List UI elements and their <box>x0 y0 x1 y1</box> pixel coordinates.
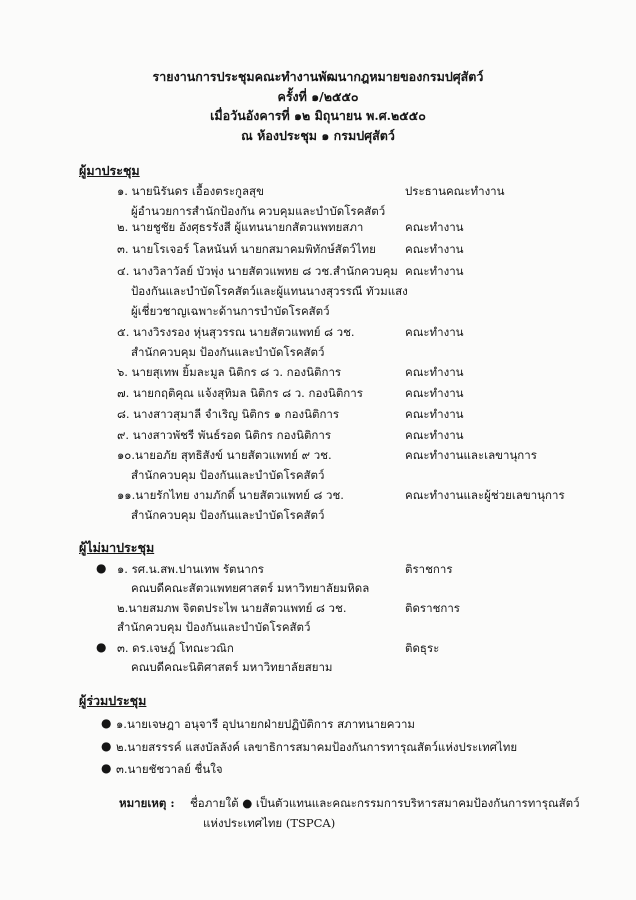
attendee-role: คณะทำงาน <box>405 365 464 379</box>
attendee-role: คณะทำงาน <box>405 220 464 234</box>
attendee-role: คณะทำงานและผู้ช่วยเลขานุการ <box>405 488 565 502</box>
meeting-date: เมื่อวันอังคารที่ ๑๒ มิถุนายน พ.ศ.๒๕๕๐ <box>210 108 426 123</box>
absentee-affiliation: คณบดีคณะสัตวแพทยศาสตร์ มหาวิทยาลัยมหิดล <box>131 581 370 595</box>
marker-bullet: ● <box>96 561 107 575</box>
attendee-name: ๑๐.นายอภัย สุทธิสังข์ นายสัตวแพทย์ ๙ วช. <box>117 448 332 462</box>
attendee-name: ๗. นายกฤติคุณ แจ้งสุทิมล นิติกร ๘ ว. กองนิติการ <box>117 386 363 400</box>
participant-entry: ๑.นายเจษฎา อนุจารี อุปนายกฝ่ายปฏิบัติการ สภาทนายความ <box>116 717 415 731</box>
attendee-affiliation: ผู้อำนวยการสำนักป้องกัน ควบคุมและบำบัดโรคสัตว์ <box>131 204 386 218</box>
marker-bullet: ● <box>101 739 112 753</box>
attendee-role: คณะทำงาน <box>405 325 464 339</box>
absentee-name: ๒.นายสมภพ จิตตประไพ นายสัตวแพทย์ ๘ วช. <box>117 601 347 615</box>
note-text-continued: แห่งประเทศไทย (TSPCA) <box>203 816 336 830</box>
marker-bullet: ● <box>101 716 112 730</box>
report-title: รายงานการประชุมคณะทำงานพัฒนากฎหมายของกรมปศุสัตว์ <box>152 69 484 84</box>
attendee-role: คณะทำงานและเลขานุการ <box>405 448 537 462</box>
attendee-role: คณะทำงาน <box>405 407 464 421</box>
attendee-affiliation: ผู้เชี่ยวชาญเฉพาะด้านการบำบัดโรคสัตว์ <box>131 304 330 318</box>
participant-entry: ๓.นายชัชวาลย์ ชื่นใจ <box>116 762 223 776</box>
meeting-location: ณ ห้องประชุม ๑ กรมปศุสัตว์ <box>241 128 395 143</box>
marker-bullet: ● <box>101 761 112 775</box>
attendee-role: ประธานคณะทำงาน <box>405 184 505 198</box>
attendee-name: ๕. นางวิรงรอง หุ่นสุวรรณ นายสัตวแพทย์ ๘ วช. <box>117 325 355 339</box>
attendee-affiliation: สำนักควบคุม ป้องกันและบำบัดโรคสัตว์ <box>131 468 325 482</box>
attendee-name: ๑. นายนิรันดร เอื้องตระกูลสุข <box>117 184 264 198</box>
absentees-heading: ผู้ไม่มาประชุม <box>79 540 155 555</box>
absentee-name: ๑. รศ.น.สพ.ปานเทพ รัตนากร <box>117 562 264 576</box>
attendees-heading: ผู้มาประชุม <box>79 163 140 178</box>
absentee-reason: ติดราชการ <box>405 601 460 615</box>
participant-entry: ๒.นายสรรรค์ แสงบัลลังค์ เลขาธิการสมาคมป้องกันการทารุณสัตว์แห่งประเทศไทย <box>116 740 518 754</box>
meeting-number: ครั้งที่ ๑/๒๕๕๐ <box>277 89 359 104</box>
marker-bullet: ● <box>96 640 107 654</box>
absentee-affiliation: คณบดีคณะนิติศาสตร์ มหาวิทยาลัยสยาม <box>131 660 333 674</box>
attendee-name: ๒. นายชูชัย อังศุธรรังสี ผู้แทนนายกสัตวแพทยสภา <box>117 220 364 234</box>
absentee-reason: ติดธุระ <box>405 641 440 655</box>
attendee-name: ๑๑.นายรักไทย งามภักดิ์ นายสัตวแพทย์ ๘ วช. <box>117 488 344 502</box>
attendee-role: คณะทำงาน <box>405 428 464 442</box>
attendee-name: ๔. นางวิลาวัลย์ บัวพุ่ง นายสัตวแพทย ๘ วช.สำนักควบคุม <box>117 264 398 278</box>
attendee-affiliation: สำนักควบคุม ป้องกันและบำบัดโรคสัตว์ <box>131 345 325 359</box>
attendee-affiliation: สำนักควบคุม ป้องกันและบำบัดโรคสัตว์ <box>131 508 325 522</box>
absentee-affiliation: สำนักควบคุม ป้องกันและบำบัดโรคสัตว์ <box>117 620 311 634</box>
attendee-role: คณะทำงาน <box>405 386 464 400</box>
attendee-name: ๓. นายโรเจอร์ โลหนันท์ นายกสมาคมพิทักษ์สัตว์ไทย <box>117 242 376 256</box>
absentee-name: ๓. ดร.เจษฎ์ โทณะวณิก <box>117 641 234 655</box>
attendee-name: ๘. นางสาวสุมาลี จำเริญ นิติกร ๑ กองนิติการ <box>117 407 340 421</box>
attendee-role: คณะทำงาน <box>405 264 464 278</box>
attendee-name: ๙. นางสาวพัชรี พันธ์รอด นิติกร กองนิติการ <box>117 428 332 442</box>
note-text: ชื่อภายใต้ ● เป็นตัวแทนและคณะกรรมการบริหารสมาคมป้องกันการทารุณสัตว์ <box>190 796 580 810</box>
attendee-role: คณะทำงาน <box>405 242 464 256</box>
attendee-name: ๖. นายสุเทพ ยิ้มละมูล นิติกร ๘ ว. กองนิติการ <box>117 365 342 379</box>
attendee-affiliation: ป้องกันและบำบัดโรคสัตว์และผู้แทนนางสุวรรณี ทัวมแสง <box>131 284 408 298</box>
participants-heading: ผู้ร่วมประชุม <box>79 693 147 708</box>
absentee-reason: ติราชการ <box>405 562 453 576</box>
note-label: หมายเหตุ : <box>119 796 175 810</box>
